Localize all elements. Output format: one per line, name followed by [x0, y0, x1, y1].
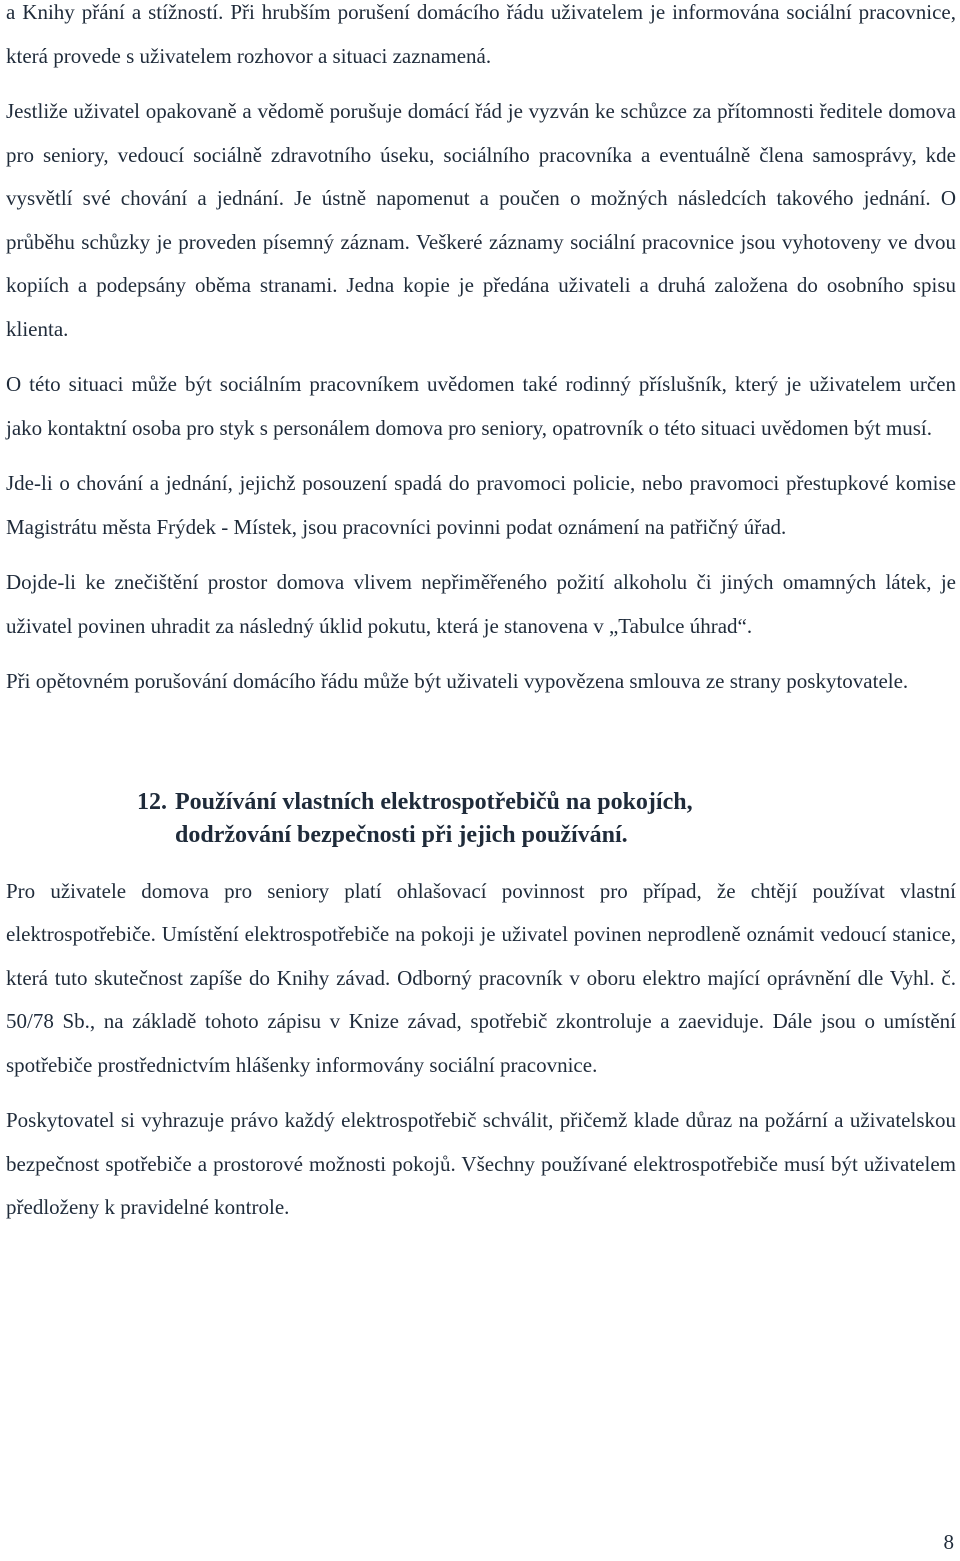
section-heading	[6, 786, 956, 852]
paragraph: Dojde-li ke znečištění prostor domova vlivem nepřiměřeného požití alkoholu či jiných omamných látek, je uživatel povinen uhradit za následný úklid pokutu, která je stanovena v „Tabulce úhrad“.	[6, 570, 956, 638]
section-title-line1: Používání vlastních elektrospotřebičů na pokojích,	[175, 788, 693, 815]
paragraph: a Knihy přání a stížností. Při hrubším porušení domácího řádu uživatelem je informována sociální pracovnice, která provede s uživatelem rozhovor a situaci zaznamená.	[6, 0, 956, 68]
paragraph: Jde-li o chování a jednání, jejichž posouzení spadá do pravomoci policie, nebo pravomoci přestupkové komise Magistrátu města Frýdek - Místek, jsou pracovníci povinni podat oznámení na patřičný úřad.	[6, 471, 956, 539]
paragraph: O této situaci může být sociálním pracovníkem uvědomen také rodinný příslušník, který je uživatelem určen jako kontaktní osoba pro styk s personálem domova pro seniory, opatrovník o této situaci uvědomen být musí.	[6, 372, 956, 440]
paragraph: Pro uživatele domova pro seniory platí ohlašovací povinnost pro případ, že chtějí používat vlastní elektrospotřebiče. Umístění elektrospotřebiče na pokoji je uživatel povinen neprodleně oznámit vedoucí stanice, která tuto skutečnost zapíše do Knihy závad. Odborný pracovník v oboru elektro mající oprávnění dle Vyhl. č. 50/78 Sb., na základě tohoto zápisu v Knize závad, spotřebič zkontroluje a zaeviduje. Dále jsou o umístění spotřebiče prostřednictvím hlášenky informovány sociální pracovnice.	[6, 878, 956, 1077]
page-number: 8	[943, 1530, 954, 1554]
section-number: 12.	[137, 788, 167, 815]
document-page	[6, 0, 956, 1230]
paragraph: Při opětovném porušování domácího řádu může být uživateli vypovězena smlouva ze strany poskytovatele.	[6, 669, 909, 693]
section-title-line2: dodržování bezpečnosti při jejich používání.	[175, 821, 628, 848]
paragraph: Poskytovatel si vyhrazuje právo každý elektrospotřebič schválit, přičemž klade důraz na požární a uživatelskou bezpečnost spotřebiče a prostorové možnosti pokojů. Všechny používané elektrospotřebiče musí být uživatelem předloženy k pravidelné kontrole.	[6, 1108, 956, 1219]
paragraph: Jestliže uživatel opakovaně a vědomě porušuje domácí řád je vyzván ke schůzce za přítomnosti ředitele domova pro seniory, vedoucí sociálně zdravotního úseku, sociálního pracovníka a eventuálně člena samosprávy, kde vysvětlí své chování a jednání. Je ústně napomenut a poučen o možných následcích takového jednání. O průběhu schůzky je proveden písemný záznam. Veškeré záznamy sociální pracovnice jsou vyhotoveny ve dvou kopiích a podepsány oběma stranami. Jedna kopie je předána uživateli a druhá založena do osobního spisu klienta.	[6, 99, 956, 341]
